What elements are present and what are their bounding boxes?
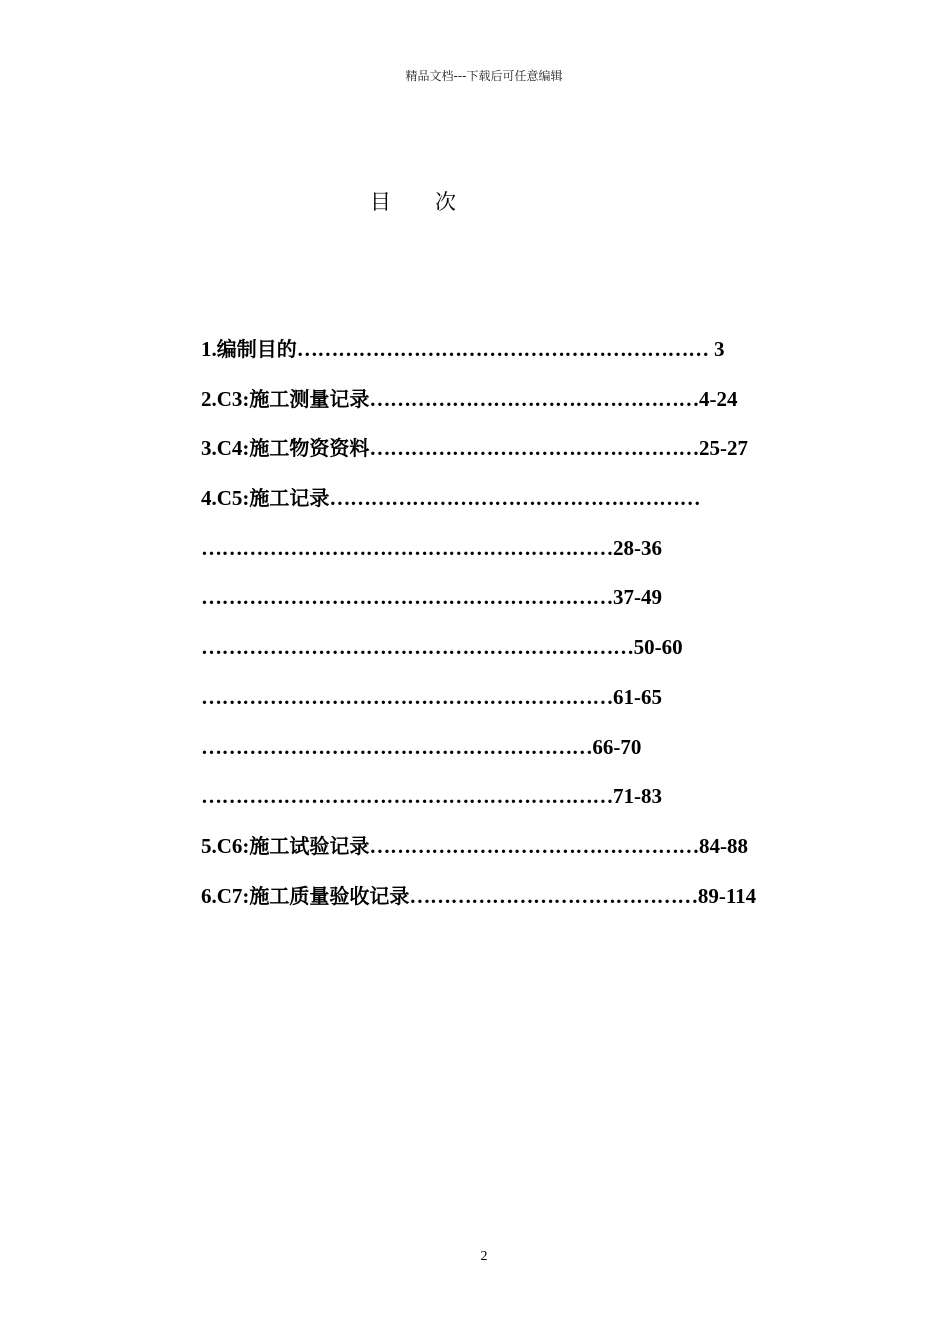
toc-entry-title: 施工物资资料 xyxy=(249,436,370,461)
toc-entry-page: 37-49 xyxy=(613,585,663,610)
toc-entry-leader: …………………………………………………… xyxy=(201,784,614,809)
toc-entry-title: 施工质量验收记录 xyxy=(249,883,410,908)
toc-entry-leader: ………………………………………… xyxy=(369,436,700,461)
toc-entry-title: 编制目的 xyxy=(216,337,297,361)
toc-subentry[interactable] xyxy=(201,631,851,681)
toc-entry-page: 25-27 xyxy=(699,436,749,461)
toc-entry-leader: ……………………………………………… xyxy=(329,486,701,511)
toc-entry-leader: ………………………………………………… xyxy=(201,734,593,759)
toc-subentry[interactable] xyxy=(201,681,851,731)
toc-entry-number: 1. xyxy=(201,337,217,361)
toc-entry-title: 施工测量记录 xyxy=(249,386,370,411)
toc-entry-leader: …………………………………………………… xyxy=(201,585,614,610)
page-header: 精品文档---下载后可任意编辑 xyxy=(405,69,563,83)
toc-entry-page: 89-114 xyxy=(697,883,757,908)
toc-entry-leader: ……………………………………………………… xyxy=(201,635,634,660)
toc-entry-page: 3 xyxy=(708,337,725,361)
toc-entry[interactable] xyxy=(201,383,851,433)
toc-entry[interactable] xyxy=(201,432,851,482)
page-number: 2 xyxy=(480,1249,488,1264)
toc-entry-page: 84-88 xyxy=(699,833,749,858)
toc-title xyxy=(370,186,456,216)
toc-entry[interactable] xyxy=(201,482,851,532)
toc-subentry[interactable] xyxy=(201,731,851,781)
toc-entry[interactable] xyxy=(201,880,851,930)
toc-entry-number: 2.C3: xyxy=(201,386,250,411)
toc-entry-page: 50-60 xyxy=(633,635,683,660)
toc-subentry[interactable] xyxy=(201,532,851,582)
toc-entry-page: 4-24 xyxy=(699,386,738,411)
toc-subentry[interactable] xyxy=(201,780,851,830)
toc-entry-leader: …………………………………… xyxy=(409,883,698,908)
toc-entry-number: 3.C4: xyxy=(201,436,250,461)
toc-entry[interactable] xyxy=(201,830,851,880)
toc-entry-title: 施工试验记录 xyxy=(249,833,370,858)
toc-entry-page: 71-83 xyxy=(613,784,663,809)
toc-entry-number: 6.C7: xyxy=(201,883,250,908)
toc-entry-leader: …………………………………………………… xyxy=(296,337,709,361)
toc-entry-number: 4.C5: xyxy=(201,486,250,511)
toc-title-char-2: 次 xyxy=(435,190,456,214)
toc-entry-leader: ………………………………………… xyxy=(369,386,700,411)
toc-entry[interactable] xyxy=(201,333,851,383)
toc-entry-number: 5.C6: xyxy=(201,833,250,858)
toc-entry-page: 28-36 xyxy=(613,535,663,560)
table-of-contents xyxy=(201,333,851,929)
toc-entry-page: 61-65 xyxy=(613,684,663,709)
toc-entry-leader: ………………………………………… xyxy=(369,833,700,858)
toc-entry-leader: …………………………………………………… xyxy=(201,684,614,709)
toc-entry-page: 66-70 xyxy=(592,734,642,759)
toc-entry-title: 施工记录 xyxy=(249,486,330,511)
toc-subentry[interactable] xyxy=(201,581,851,631)
toc-title-char-1: 目 xyxy=(370,190,391,214)
toc-entry-leader: …………………………………………………… xyxy=(201,535,614,560)
